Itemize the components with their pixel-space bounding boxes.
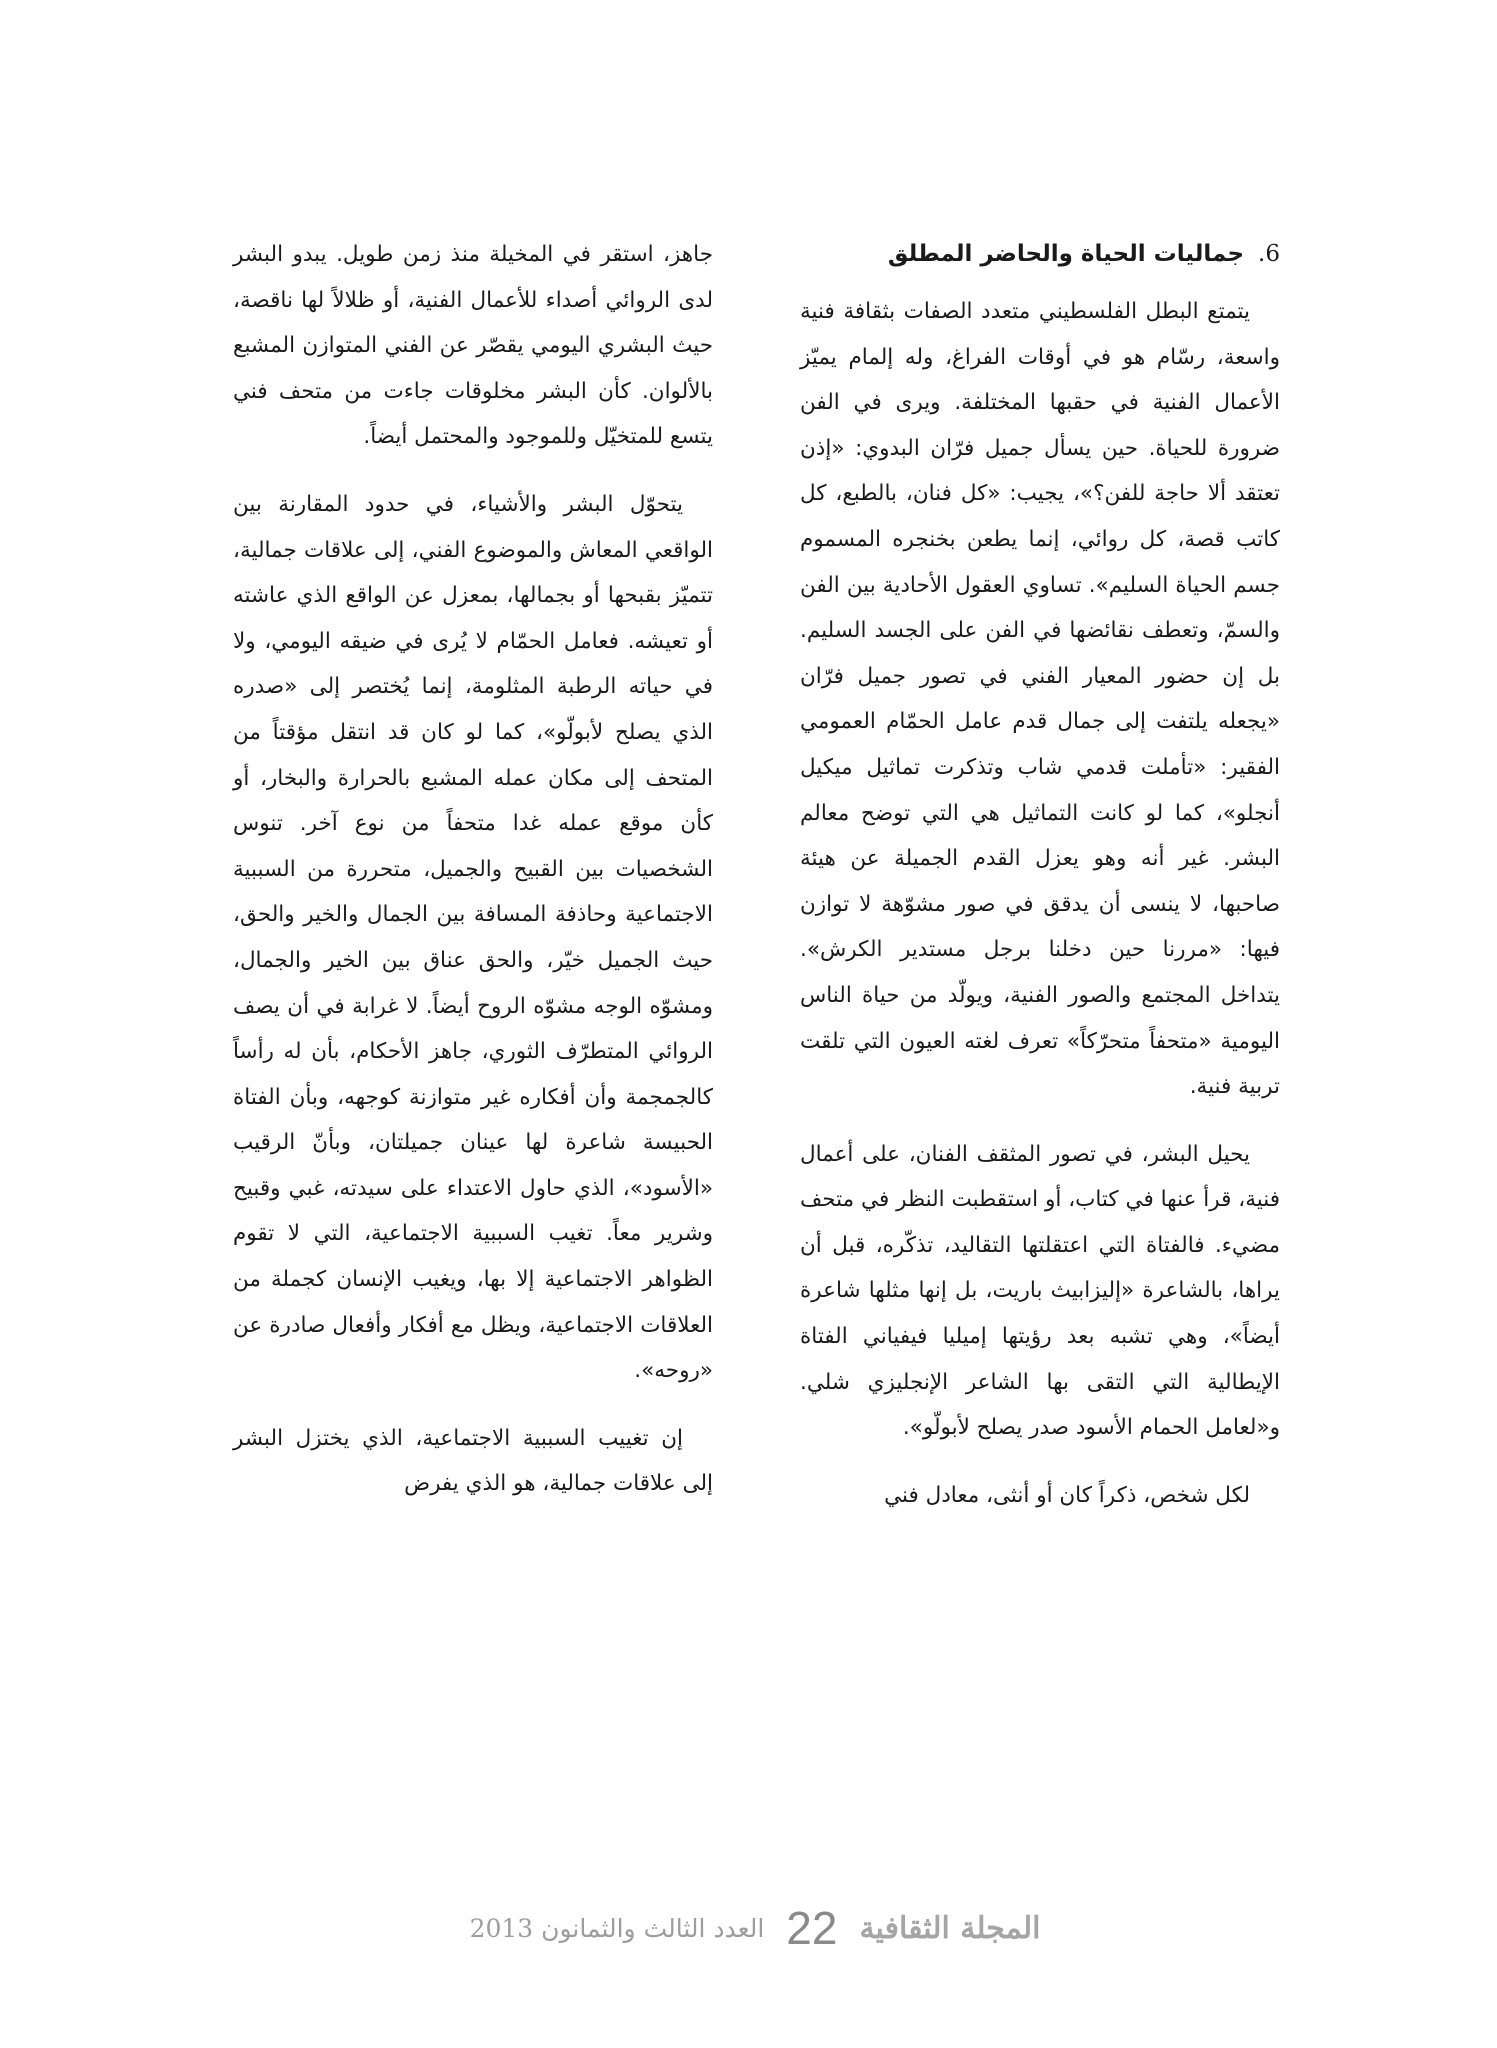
section-title: جماليات الحياة والحاضر المطلق [887, 241, 1245, 267]
right-column [800, 232, 1280, 1540]
section-heading [800, 232, 1280, 277]
body-paragraph: يتحوّل البشر والأشياء، في حدود المقارنة بين الواقعي المعاش والموضوع الفني، إلى علاقات جمالية، تتميّز بقبحها أو بجمالها، بمعزل عن الواقع الذي عاشته أو تعيشه. فعامل الحمّام لا يُرى في ضيقه اليومي، ولا في حياته الرطبة المثلومة، إنما يُختصر إلى «صدره الذي يصلح لأبولّو»، كما لو كان قد انتقل مؤقتاً من المتحف إلى مكان عمله المشبع بالحرارة والبخار، أو كأن موقع عمله غدا متحفاً من نوع آخر. تنوس الشخصيات بين القبيح والجميل، متحررة من السببية الاجتماعية وحاذفة المسافة بين الجمال والخير والحق، حيث الجميل خيّر، والحق عناق بين الخير والجمال، ومشوّه الوجه مشوّه الروح أيضاً. لا غرابة في أن يصف الروائي المتطرّف الثوري، جاهز الأحكام، بأن له رأساً كالجمجمة وأن أفكاره غير متوازنة كوجهه، وبأن الفتاة الحبيسة شاعرة لها عينان جميلتان، وبأنّ الرقيب «الأسود»، الذي حاول الاعتداء على سيدته، غبي وقبيح وشرير معاً. تغيب السببية الاجتماعية، التي لا تقوم الظواهر الاجتماعية إلا بها، ويغيب الإنسان كجملة من العلاقات الاجتماعية، ويظل مع أفكار وأفعال صادرة عن «روحه». [233, 491, 713, 1384]
page-number: 22 [786, 1902, 838, 1954]
page-footer [430, 1898, 1080, 1958]
body-paragraph: جاهز، استقر في المخيلة منذ زمن طويل. يبدو البشر لدى الروائي أصداء للأعمال الفنية، أو ظلالاً لها ناقصة، حيث البشري اليومي يقصّر عن الفني المتوازن المشبع بالألوان. كأن البشر مخلوقات جاءت من متحف فني يتسع للمتخيّل وللموجود والمحتمل أيضاً. [233, 242, 713, 450]
section-number: 6. [1258, 241, 1280, 267]
left-column [233, 232, 713, 1529]
body-paragraph: يحيل البشر، في تصور المثقف الفنان، على أعمال فنية، قرأ عنها في كتاب، أو استقطبت النظر في متحف مضيء. فالفتاة التي اعتقلتها التقاليد، تذكّره، قبل أن يراها، بالشاعرة «إليزابيث باريت، بل إنها مثلها شاعرة أيضاً»، وهي تشبه بعد رؤيتها إميليا فيفياني الفتاة الإيطالية التي التقى بها الشاعر الإنجليزي شلي. و«لعامل الحمام الأسود صدر يصلح لأبولّو». [800, 1141, 1280, 1441]
issue-info: العدد الثالث والثمانون 2013 [469, 1913, 765, 1943]
body-paragraph: يتمتع البطل الفلسطيني متعدد الصفات بثقافة فنية واسعة، رسّام هو في أوقات الفراغ، وله إلمام يميّز الأعمال الفنية في حقبها المختلفة. ويرى في الفن ضرورة للحياة. حين يسأل جميل فرّان البدوي: «إذن تعتقد ألا حاجة للفن؟»، يجيب: «كل فنان، بالطبع، كل كاتب قصة، كل روائي، إنما يطعن بخنجره المسموم جسم الحياة السليم». تساوي العقول الأحادية بين الفن والسمّ، وتعطف نقائضها في الفن على الجسد السليم. بل إن حضور المعيار الفني في تصور جميل فرّان «يجعله يلتفت إلى جمال قدم عامل الحمّام العمومي الفقير: «تأملت قدمي شاب وتذكرت تماثيل ميكيل أنجلو»، كما لو كانت التماثيل هي التي توضح معالم البشر. غير أنه وهو يعزل القدم الجميلة عن هيئة صاحبها، لا ينسى أن يدقق في صور مشوّهة لا توازن فيها: «مررنا حين دخلنا برجل مستدير الكرش». يتداخل المجتمع والصور الفنية، ويولّد من حياة الناس اليومية «متحفاً متحرّكاً» تعرف لغته العيون التي تلقت تربية فنية. [800, 299, 1280, 1100]
body-paragraph: لكل شخص، ذكراً كان أو أنثى، معادل فني [884, 1482, 1250, 1508]
magazine-title: المجلة الثقافية [859, 1910, 1041, 1946]
body-paragraph: إن تغييب السببية الاجتماعية، الذي يختزل البشر إلى علاقات جمالية، هو الذي يفرض [233, 1425, 713, 1497]
